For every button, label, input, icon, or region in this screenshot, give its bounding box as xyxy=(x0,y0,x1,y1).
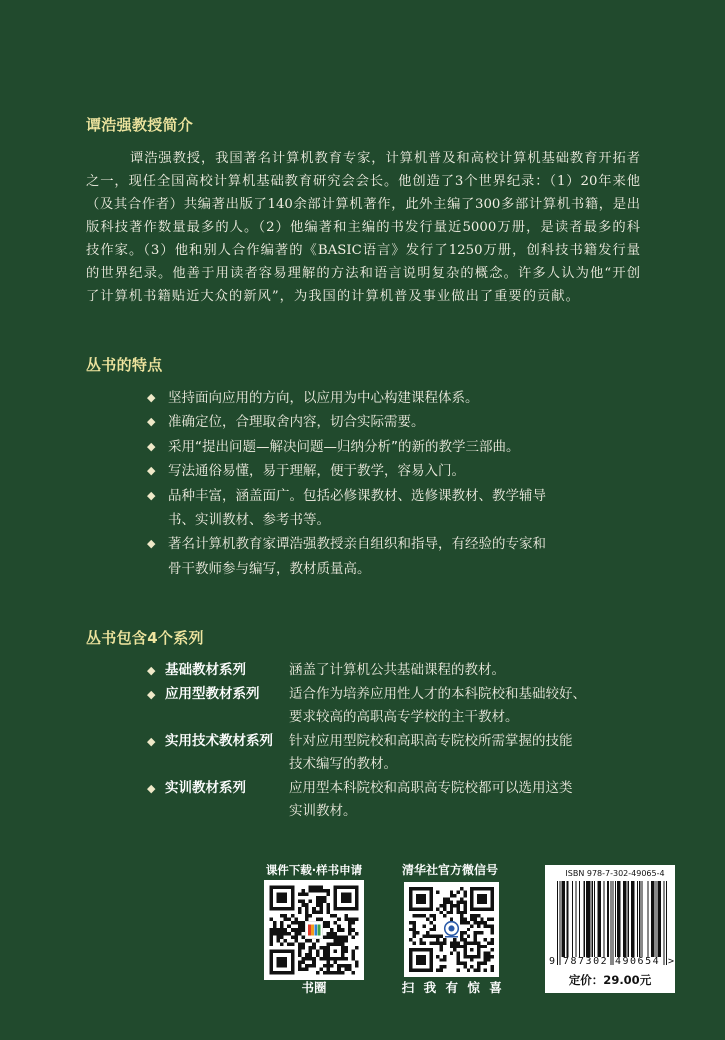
diamond-bullet-icon: ◆ xyxy=(147,415,156,429)
isbn-label: ISBN 978-7-302-49065-4 xyxy=(565,869,665,878)
list-item xyxy=(0,410,725,434)
series-description: 技术编写的教材。 xyxy=(289,756,397,773)
feature-text: 骨干教师参与编写，教材质量高。 xyxy=(168,560,371,577)
tsinghua-press-logo-icon xyxy=(443,921,460,938)
qr-caption-shuquan: 书圈 xyxy=(301,980,327,995)
diamond-bullet-icon: ◆ xyxy=(147,537,156,551)
list-item-line xyxy=(0,459,725,483)
diamond-bullet-icon: ◆ xyxy=(147,488,156,502)
list-item xyxy=(0,386,725,410)
series-item xyxy=(0,730,725,777)
diamond-bullet-icon: ◆ xyxy=(147,734,156,748)
list-item-line xyxy=(0,508,725,532)
intro-line: 技作家。（3）他和别人合作编著的《BASIC语言》发行了1250万册，创科技书籍发行量 xyxy=(86,242,640,258)
barcode-graphic xyxy=(557,881,667,965)
series-item-line xyxy=(0,683,725,707)
diamond-bullet-icon: ◆ xyxy=(147,781,156,795)
series-description: 要求较高的高职高专学校的主干教材。 xyxy=(289,709,519,726)
list-item-line xyxy=(0,410,725,434)
qr-caption-courseware: 课件下载·样书申请 xyxy=(265,863,363,877)
qr-caption-wechat: 清华社官方微信号 xyxy=(401,863,498,877)
series-title: 丛书包含4个系列 xyxy=(86,629,204,647)
feature-text: 坚持面向应用的方向，以应用为中心构建课程体系。 xyxy=(168,390,479,406)
isbn-barcode xyxy=(545,865,675,993)
qr-code-icon xyxy=(264,880,364,980)
series-name: 实用技术教材系列 xyxy=(165,732,273,749)
series-item-line xyxy=(0,730,725,754)
feature-text: 写法通俗易懂，易于理解，便于教学，容易入门。 xyxy=(168,463,465,480)
series-item-line xyxy=(0,659,725,683)
series-description: 涵盖了计算机公共基础课程的教材。 xyxy=(289,662,505,679)
series-item xyxy=(0,777,725,824)
qr-caption-surprise: 扫 我 有 惊 喜 xyxy=(401,980,505,995)
qr-code-icon xyxy=(404,882,499,977)
barcode-end-mark: > xyxy=(668,956,675,967)
feature-text: 著名计算机教育家谭浩强教授亲自组织和指导，有经验的专家和 xyxy=(168,536,546,553)
list-item-line xyxy=(0,484,725,508)
diamond-bullet-icon: ◆ xyxy=(147,464,156,478)
list-item-line xyxy=(0,557,725,581)
features-title: 丛书的特点 xyxy=(86,356,163,374)
diamond-bullet-icon: ◆ xyxy=(147,664,156,678)
intro-line: 版科技著作数量最多的人。（2）他编著和主编的书发行量近5000万册，是读者最多的科 xyxy=(86,219,640,235)
series-description: 针对应用型院校和高职高专院校所需掌握的技能 xyxy=(289,732,573,749)
barcode-bars xyxy=(557,881,667,965)
series-item xyxy=(0,659,725,683)
list-item-line xyxy=(0,435,725,459)
qr-code-courseware xyxy=(264,880,364,980)
series-name: 应用型教材系列 xyxy=(165,685,260,702)
intro-line: 了计算机书籍贴近大众的新风”，为我国的计算机普及事业做出了重要的贡献。 xyxy=(86,288,580,304)
author-intro-title: 谭浩强教授简介 xyxy=(86,116,194,134)
diamond-bullet-icon: ◆ xyxy=(147,391,156,404)
series-description: 应用型本科院校和高职高专院校都可以选用这类 xyxy=(289,779,573,796)
list-item xyxy=(0,484,725,533)
intro-line: 之一，现任全国高校计算机基础教育研究会会长。他创造了3个世界纪录：（1）20年来他 xyxy=(86,173,640,189)
features-list xyxy=(0,386,725,581)
barcode-left-digits: 787302 xyxy=(563,956,609,967)
list-item-line xyxy=(0,532,725,556)
book-logo-icon xyxy=(306,922,322,938)
series-item-line xyxy=(0,800,725,824)
series-item-line xyxy=(0,753,725,777)
intro-line: 谭浩强教授，我国著名计算机教育专家，计算机普及和高校计算机基础教育开拓者 xyxy=(130,150,640,166)
intro-line: （及其合作者）共编著出版了140余部计算机著作，此外主编了300多部计算机书籍，是出 xyxy=(86,196,640,212)
feature-text: 品种丰富，涵盖面广。包括必修课教材、选修课教材、教学辅导 xyxy=(168,487,546,504)
diamond-bullet-icon: ◆ xyxy=(147,687,156,701)
series-description: 适合作为培养应用性人才的本科院校和基础较好、 xyxy=(289,685,586,702)
author-intro-paragraph xyxy=(86,147,640,308)
qr-code-wechat xyxy=(404,882,499,977)
series-name: 实训教材系列 xyxy=(165,779,246,796)
intro-line: 的世界纪录。他善于用读者容易理解的方法和语言说明复杂的概念。许多人认为他“开创 xyxy=(86,265,640,281)
series-list xyxy=(0,659,725,824)
series-item-line xyxy=(0,777,725,801)
price-label: 定价：29.00元 xyxy=(568,973,652,987)
list-item xyxy=(0,459,725,483)
feature-text: 书、实训教材、参考书等。 xyxy=(168,511,330,528)
feature-text: 采用“提出问题—解决问题—归纳分析”的新的教学三部曲。 xyxy=(168,438,520,455)
list-item xyxy=(0,532,725,581)
series-name: 基础教材系列 xyxy=(165,662,246,679)
series-description: 实训教材。 xyxy=(289,803,357,820)
list-item xyxy=(0,435,725,459)
feature-text: 准确定位，合理取舍内容，切合实际需要。 xyxy=(168,414,425,431)
series-item xyxy=(0,683,725,730)
barcode-right-digits: 490654 xyxy=(615,956,661,967)
series-item-line xyxy=(0,706,725,730)
diamond-bullet-icon: ◆ xyxy=(147,439,156,453)
barcode-first-digit: 9 xyxy=(549,956,556,967)
list-item-line xyxy=(0,386,725,410)
